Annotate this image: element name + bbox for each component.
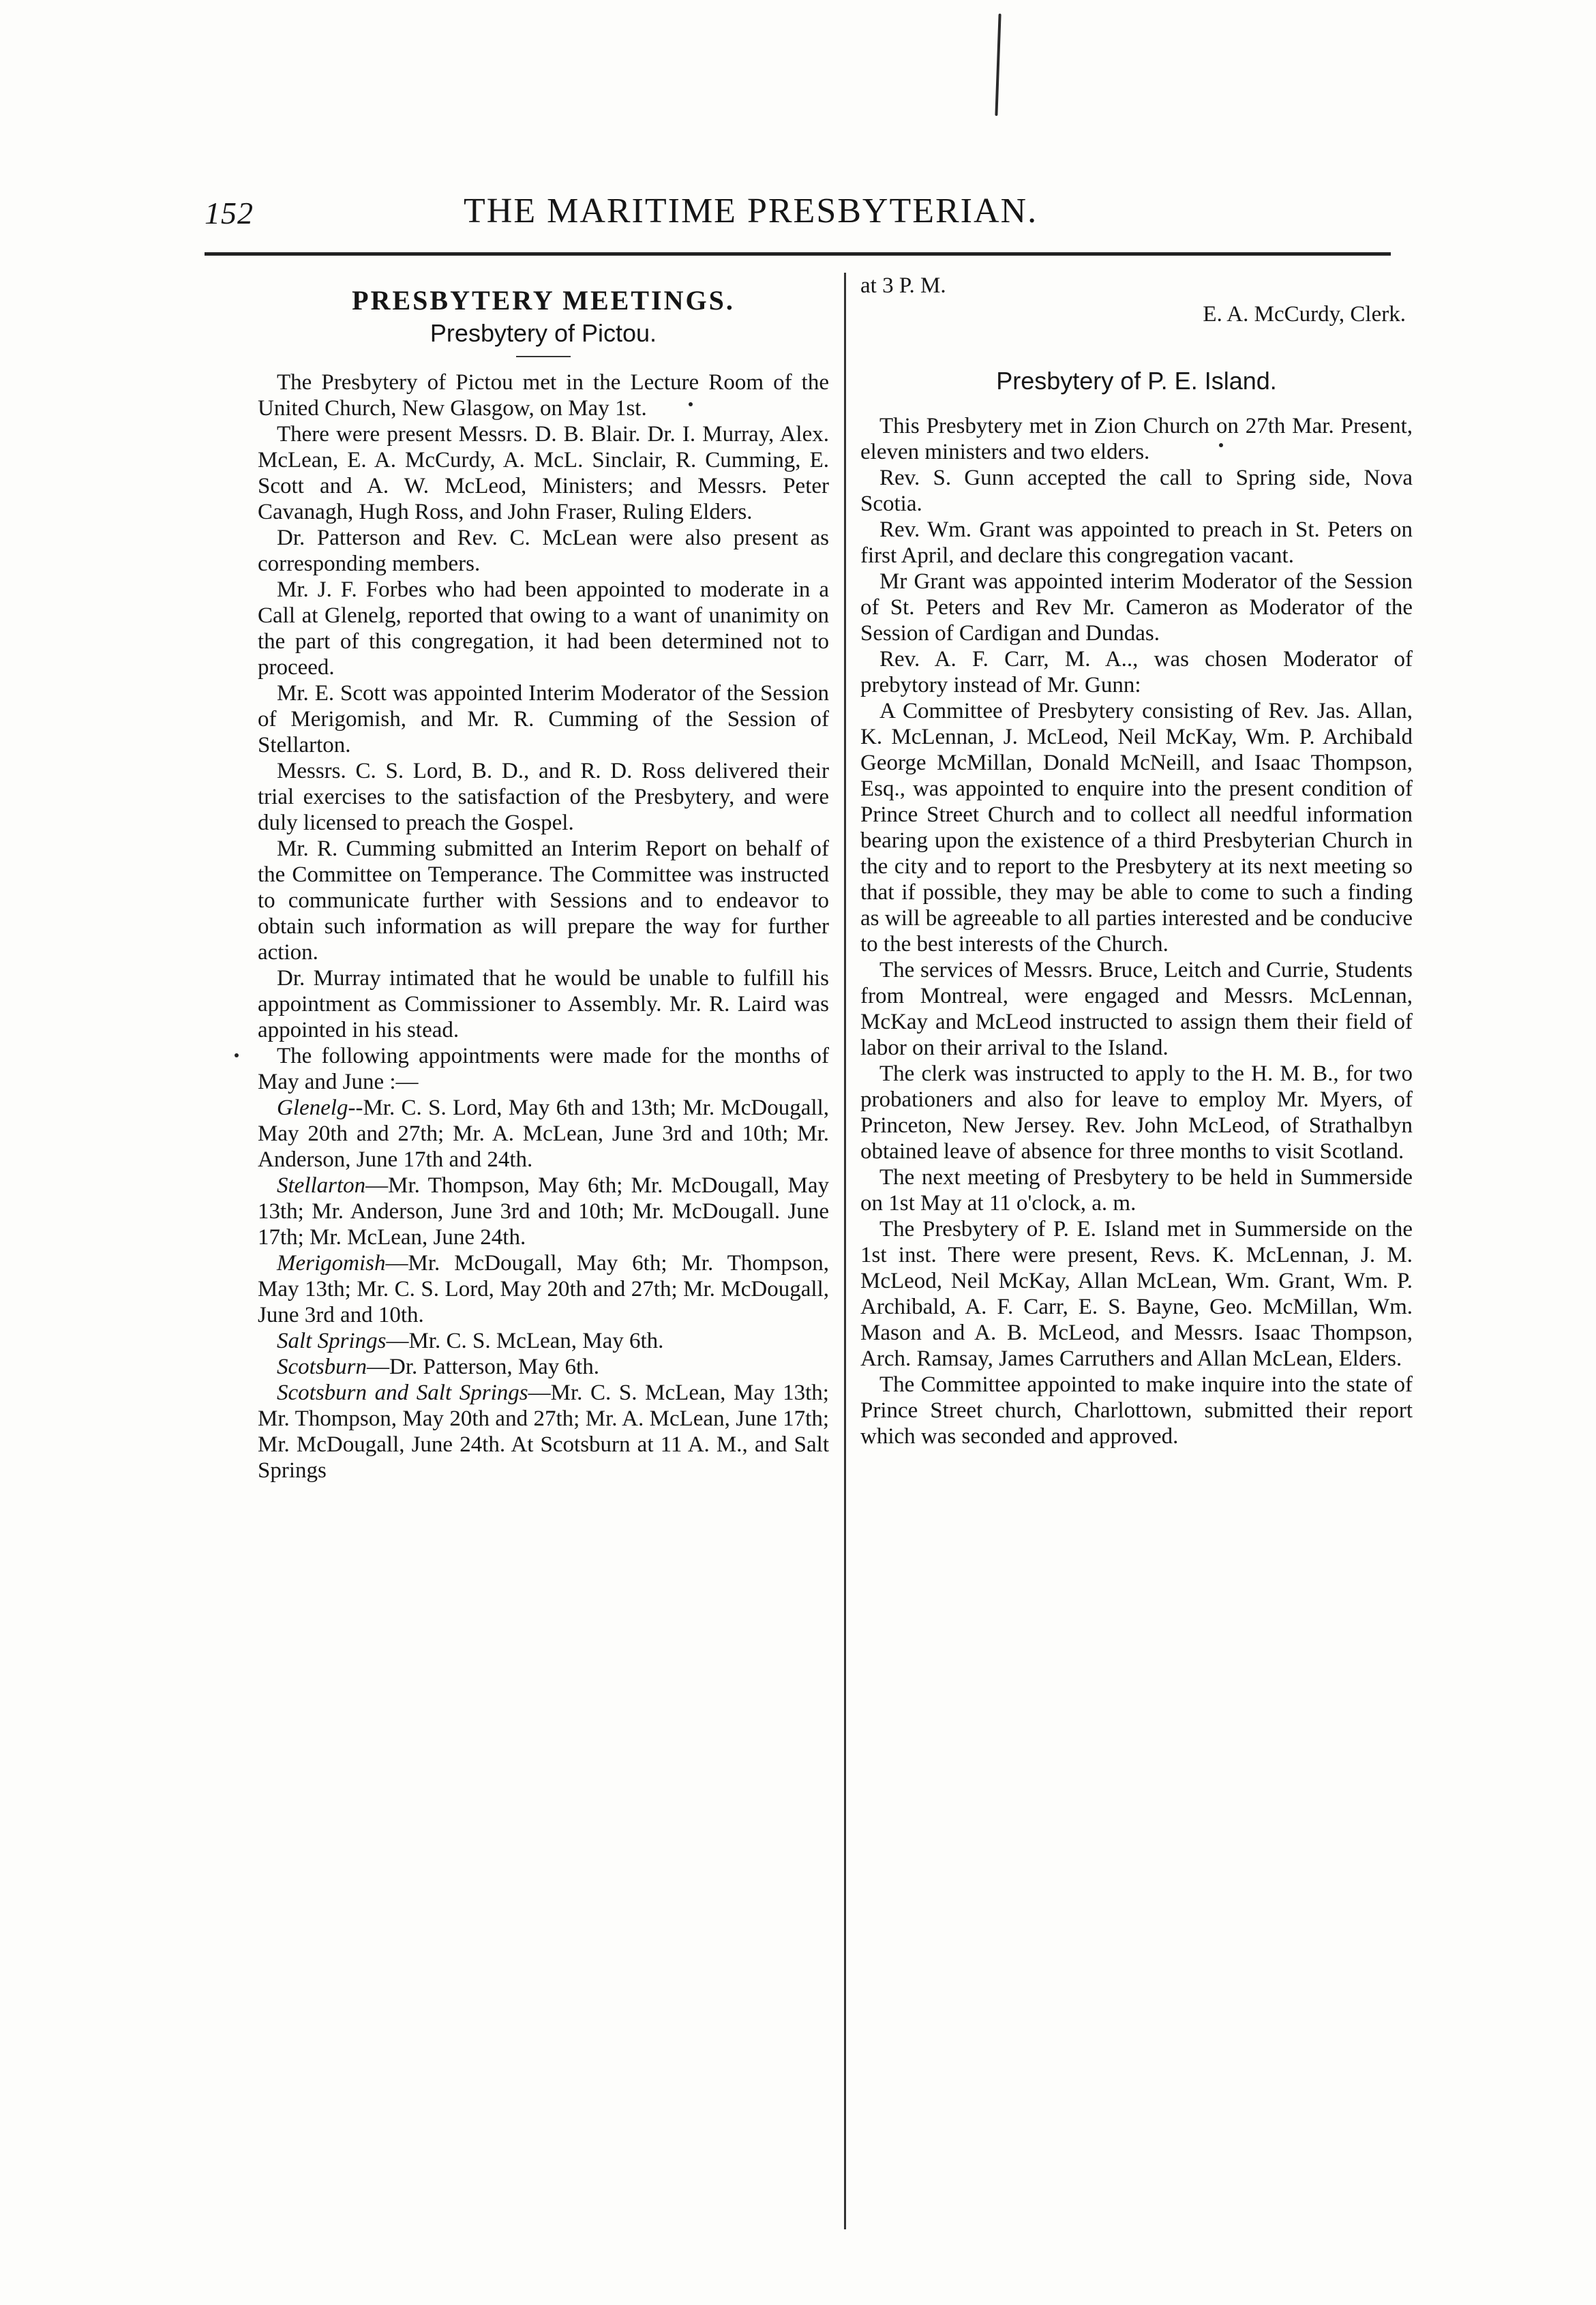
pei-heading: Presbytery of P. E. Island. — [996, 367, 1277, 395]
paragraph: There were present Messrs. D. B. Blair. Dr. I. Murray, Alex. McLean, E. A. McCurdy, A. McL. Sinclair, R. Cumming, E. Scott and A. W. McLeod, Ministers; and Messrs. Peter Cavanagh, Hugh Ross, and John Fraser, Ruling Elders. — [258, 422, 829, 524]
margin-pen-mark — [995, 14, 1001, 116]
paragraph: The following appointments were made for the months of May and June :— — [258, 1044, 829, 1094]
paragraph: A Committee of Presbytery consisting of Rev. Jas. Allan, K. McLennan, J. McLeod, Neil McKay, Wm. P. Archibald George McMillan, Donald McNeill, and Isaac Thompson, Esq., was appointed to enquire into the present condition of Prince Street Church and to collect all needful information bearing upon the existence of a third Presbyterian Church in the city and to report to the Presbytery at its next meeting so that if possible, they may be able to come to such a finding as will be agreeable to all parties interested and be conducive to the best interests of the Church. — [860, 699, 1413, 956]
appointment-entry — [258, 1380, 829, 1483]
appointment-text: —Mr. Thompson, May 6th; Mr. McDougall, May 13th; Mr. Anderson, June 3rd and 10th; Mr. McDougall. June 17th; Mr. McLean, June 24th. — [258, 1173, 829, 1250]
appointment-entry — [258, 1095, 829, 1173]
paragraph: The Presbytery of Pictou met in the Lecture Room of the United Church, New Glasgow, on May 1st. — [258, 370, 829, 421]
paragraph: The Presbytery of P. E. Island met in Summerside on the 1st inst. There were present, Revs. K. McLennan, J. M. McLeod, Neil McKay, Allan McLean, Wm. Grant, Wm. P. Archibald, A. F. Carr, E. S. Bayne, Geo. McMillan, Wm. Mason and A. B. McLeod, and Messrs. Isaac Thompson, Arch. Ramsay, James Carruthers and Allan McLean, Elders. — [860, 1217, 1413, 1371]
column-divider — [844, 273, 846, 2229]
paragraph: Rev. A. F. Carr, M. A.., was chosen Moderator of prebytory instead of Mr. Gunn: — [860, 647, 1413, 697]
paragraph: The clerk was instructed to apply to the H. M. B., for two probationers and also for leave to employ Mr. Myers, of Princeton, New Jersey. Rev. John McLeod, of Strathalbyn obtained leave of absence for three months to visit Scotland. — [860, 1061, 1413, 1164]
appointment-place: Scotsburn and Salt Springs — [277, 1381, 528, 1405]
page-number: 152 — [205, 196, 254, 230]
paragraph: Rev. S. Gunn accepted the call to Spring side, Nova Scotia. — [860, 466, 1413, 516]
paragraph: Rev. Wm. Grant was appointed to preach in St. Peters on first April, and declare this congregation vacant. — [860, 517, 1413, 568]
appointment-entry — [258, 1328, 829, 1354]
paragraph: The Committee appointed to make inquire into the state of Prince Street church, Charlottown, submitted their report which was seconded and approved. — [860, 1372, 1413, 1449]
appointment-entry — [258, 1173, 829, 1250]
paragraph: The next meeting of Presbytery to be held in Summerside on 1st May at 11 o'clock, a. m. — [860, 1165, 1413, 1216]
appointment-place: Salt Springs — [277, 1329, 387, 1353]
page-header — [205, 191, 1391, 245]
left-column — [258, 273, 829, 1483]
stray-ink-dot — [235, 1053, 239, 1057]
paragraph: Mr. J. F. Forbes who had been appointed to moderate in a Call at Glenelg, reported that owing to a want of unanimity on the part of this congregation, it had been determined not to proceed. — [258, 577, 829, 680]
section-heading: PRESBYTERY MEETINGS. — [352, 285, 735, 316]
appointment-text: —Dr. Patterson, May 6th. — [367, 1355, 599, 1379]
appointment-place: Stellarton — [277, 1173, 366, 1198]
clerk-signature: E. A. McCurdy, Clerk. — [1203, 302, 1406, 327]
appointment-place: Scotsburn — [277, 1355, 367, 1379]
appointment-entry — [258, 1250, 829, 1328]
paragraph: Mr. E. Scott was appointed Interim Moderator of the Session of Merigomish, and Mr. R. Cumming of the Session of Stellarton. — [258, 681, 829, 757]
paragraph: Mr Grant was appointed interim Moderator of the Session of St. Peters and Rev Mr. Cameron as Moderator of the Session of Cardigan and Dundas. — [860, 569, 1413, 646]
paragraph: Messrs. C. S. Lord, B. D., and R. D. Ross delivered their trial exercises to the satisfaction of the Presbytery, and were duly licensed to preach the Gospel. — [258, 759, 829, 835]
appointment-text: —Mr. C. S. McLean, May 13th; Mr. Thompson, May 20th and 27th; Mr. A. McLean, June 17th; Mr. McDougall, June 24th. At Scotsburn at 11 A. M., and Salt Springs — [258, 1381, 829, 1483]
header-rule — [205, 252, 1391, 256]
appointment-text: —Mr. McDougall, May 6th; Mr. Thompson, May 13th; Mr. C. S. Lord, May 20th and 27th; Mr. McDougall, June 3rd and 10th. — [258, 1251, 829, 1327]
appointment-place: Merigomish — [277, 1251, 386, 1276]
paragraph: This Presbytery met in Zion Church on 27th Mar. Present, eleven ministers and two elders. — [860, 414, 1413, 464]
paragraph: Mr. R. Cumming submitted an Interim Report on behalf of the Committee on Temperance. The Committee was instructed to communicate further with Sessions and to endeavor to obtain such information as will prepare the way for further action. — [258, 837, 829, 965]
right-column — [860, 273, 1413, 1449]
heading-spacer — [860, 404, 1413, 413]
appointment-entry — [258, 1354, 829, 1380]
pictou-heading: Presbytery of Pictou. — [430, 319, 657, 347]
paragraph: Dr. Patterson and Rev. C. McLean were also present as corresponding members. — [258, 526, 829, 576]
heading-rule — [516, 356, 571, 357]
appointment-text: —Mr. C. S. McLean, May 6th. — [386, 1329, 664, 1353]
appointment-text: --Mr. C. S. Lord, May 6th and 13th; Mr. McDougall, May 20th and 27th; Mr. A. McLean, June 3rd and 10th; Mr. Anderson, June 17th and 24th. — [258, 1096, 829, 1172]
continuation-text: at 3 P. M. — [860, 273, 946, 298]
running-title: THE MARITIME PRESBYTERIAN. — [464, 192, 1038, 230]
paragraph: The services of Messrs. Bruce, Leitch and Currie, Students from Montreal, were engaged and Messrs. McLennan, McKay and McLeod instructed to assign them their field of labor on their arrival to the Island. — [860, 958, 1413, 1060]
appointment-place: Glenelg — [277, 1096, 348, 1120]
paragraph: Dr. Murray intimated that he would be unable to fulfill his appointment as Commissioner to Assembly. Mr. R. Laird was appointed in his stead. — [258, 966, 829, 1042]
